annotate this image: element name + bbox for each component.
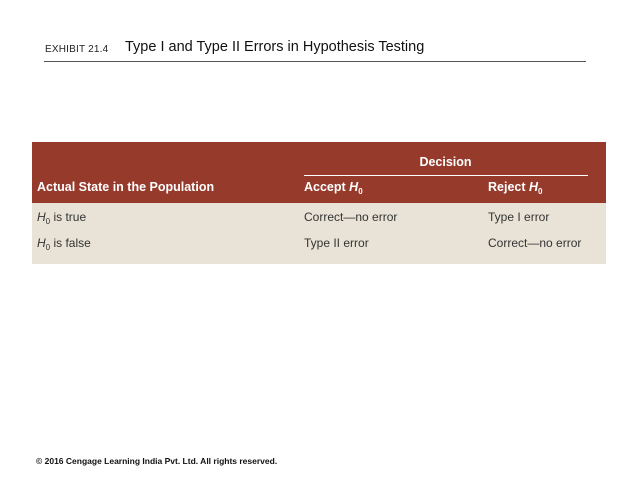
copyright-footer: © 2016 Cengage Learning India Pvt. Ltd. All rights reserved. bbox=[36, 456, 278, 466]
hypothesis-symbol: H bbox=[349, 180, 359, 194]
hypothesis-symbol: H bbox=[37, 236, 46, 250]
hypothesis-subscript: 0 bbox=[358, 187, 363, 196]
row-1-reject: Type I error bbox=[488, 210, 550, 224]
column-header-accept bbox=[304, 180, 363, 196]
column-header-accept-label: Accept bbox=[304, 180, 350, 194]
exhibit-label: EXHIBIT 21.4 bbox=[45, 44, 109, 55]
decision-rule bbox=[304, 175, 588, 176]
exhibit-title: Type I and Type II Errors in Hypothesis Testing bbox=[125, 39, 425, 55]
hypothesis-subscript: 0 bbox=[45, 243, 51, 252]
hypothesis-subscript: 0 bbox=[538, 187, 543, 196]
table-header bbox=[32, 142, 606, 203]
row-1-state-text: is true bbox=[50, 210, 87, 224]
hypothesis-subscript: 0 bbox=[45, 217, 51, 226]
row-2-state bbox=[37, 236, 91, 252]
decision-header: Decision bbox=[419, 155, 472, 169]
row-2-state-text: is false bbox=[50, 236, 91, 250]
column-header-reject bbox=[488, 180, 542, 196]
row-2-accept: Type II error bbox=[304, 236, 369, 250]
error-types-table bbox=[32, 142, 606, 264]
table-body bbox=[32, 203, 606, 264]
row-1-state bbox=[37, 210, 86, 226]
column-header-reject-label: Reject bbox=[488, 180, 529, 194]
row-2-reject: Correct—no error bbox=[488, 236, 582, 250]
row-1-accept: Correct—no error bbox=[304, 210, 398, 224]
column-header-state: Actual State in the Population bbox=[37, 180, 215, 194]
hypothesis-symbol: H bbox=[37, 210, 46, 224]
hypothesis-symbol: H bbox=[529, 180, 539, 194]
exhibit-header bbox=[44, 37, 586, 62]
